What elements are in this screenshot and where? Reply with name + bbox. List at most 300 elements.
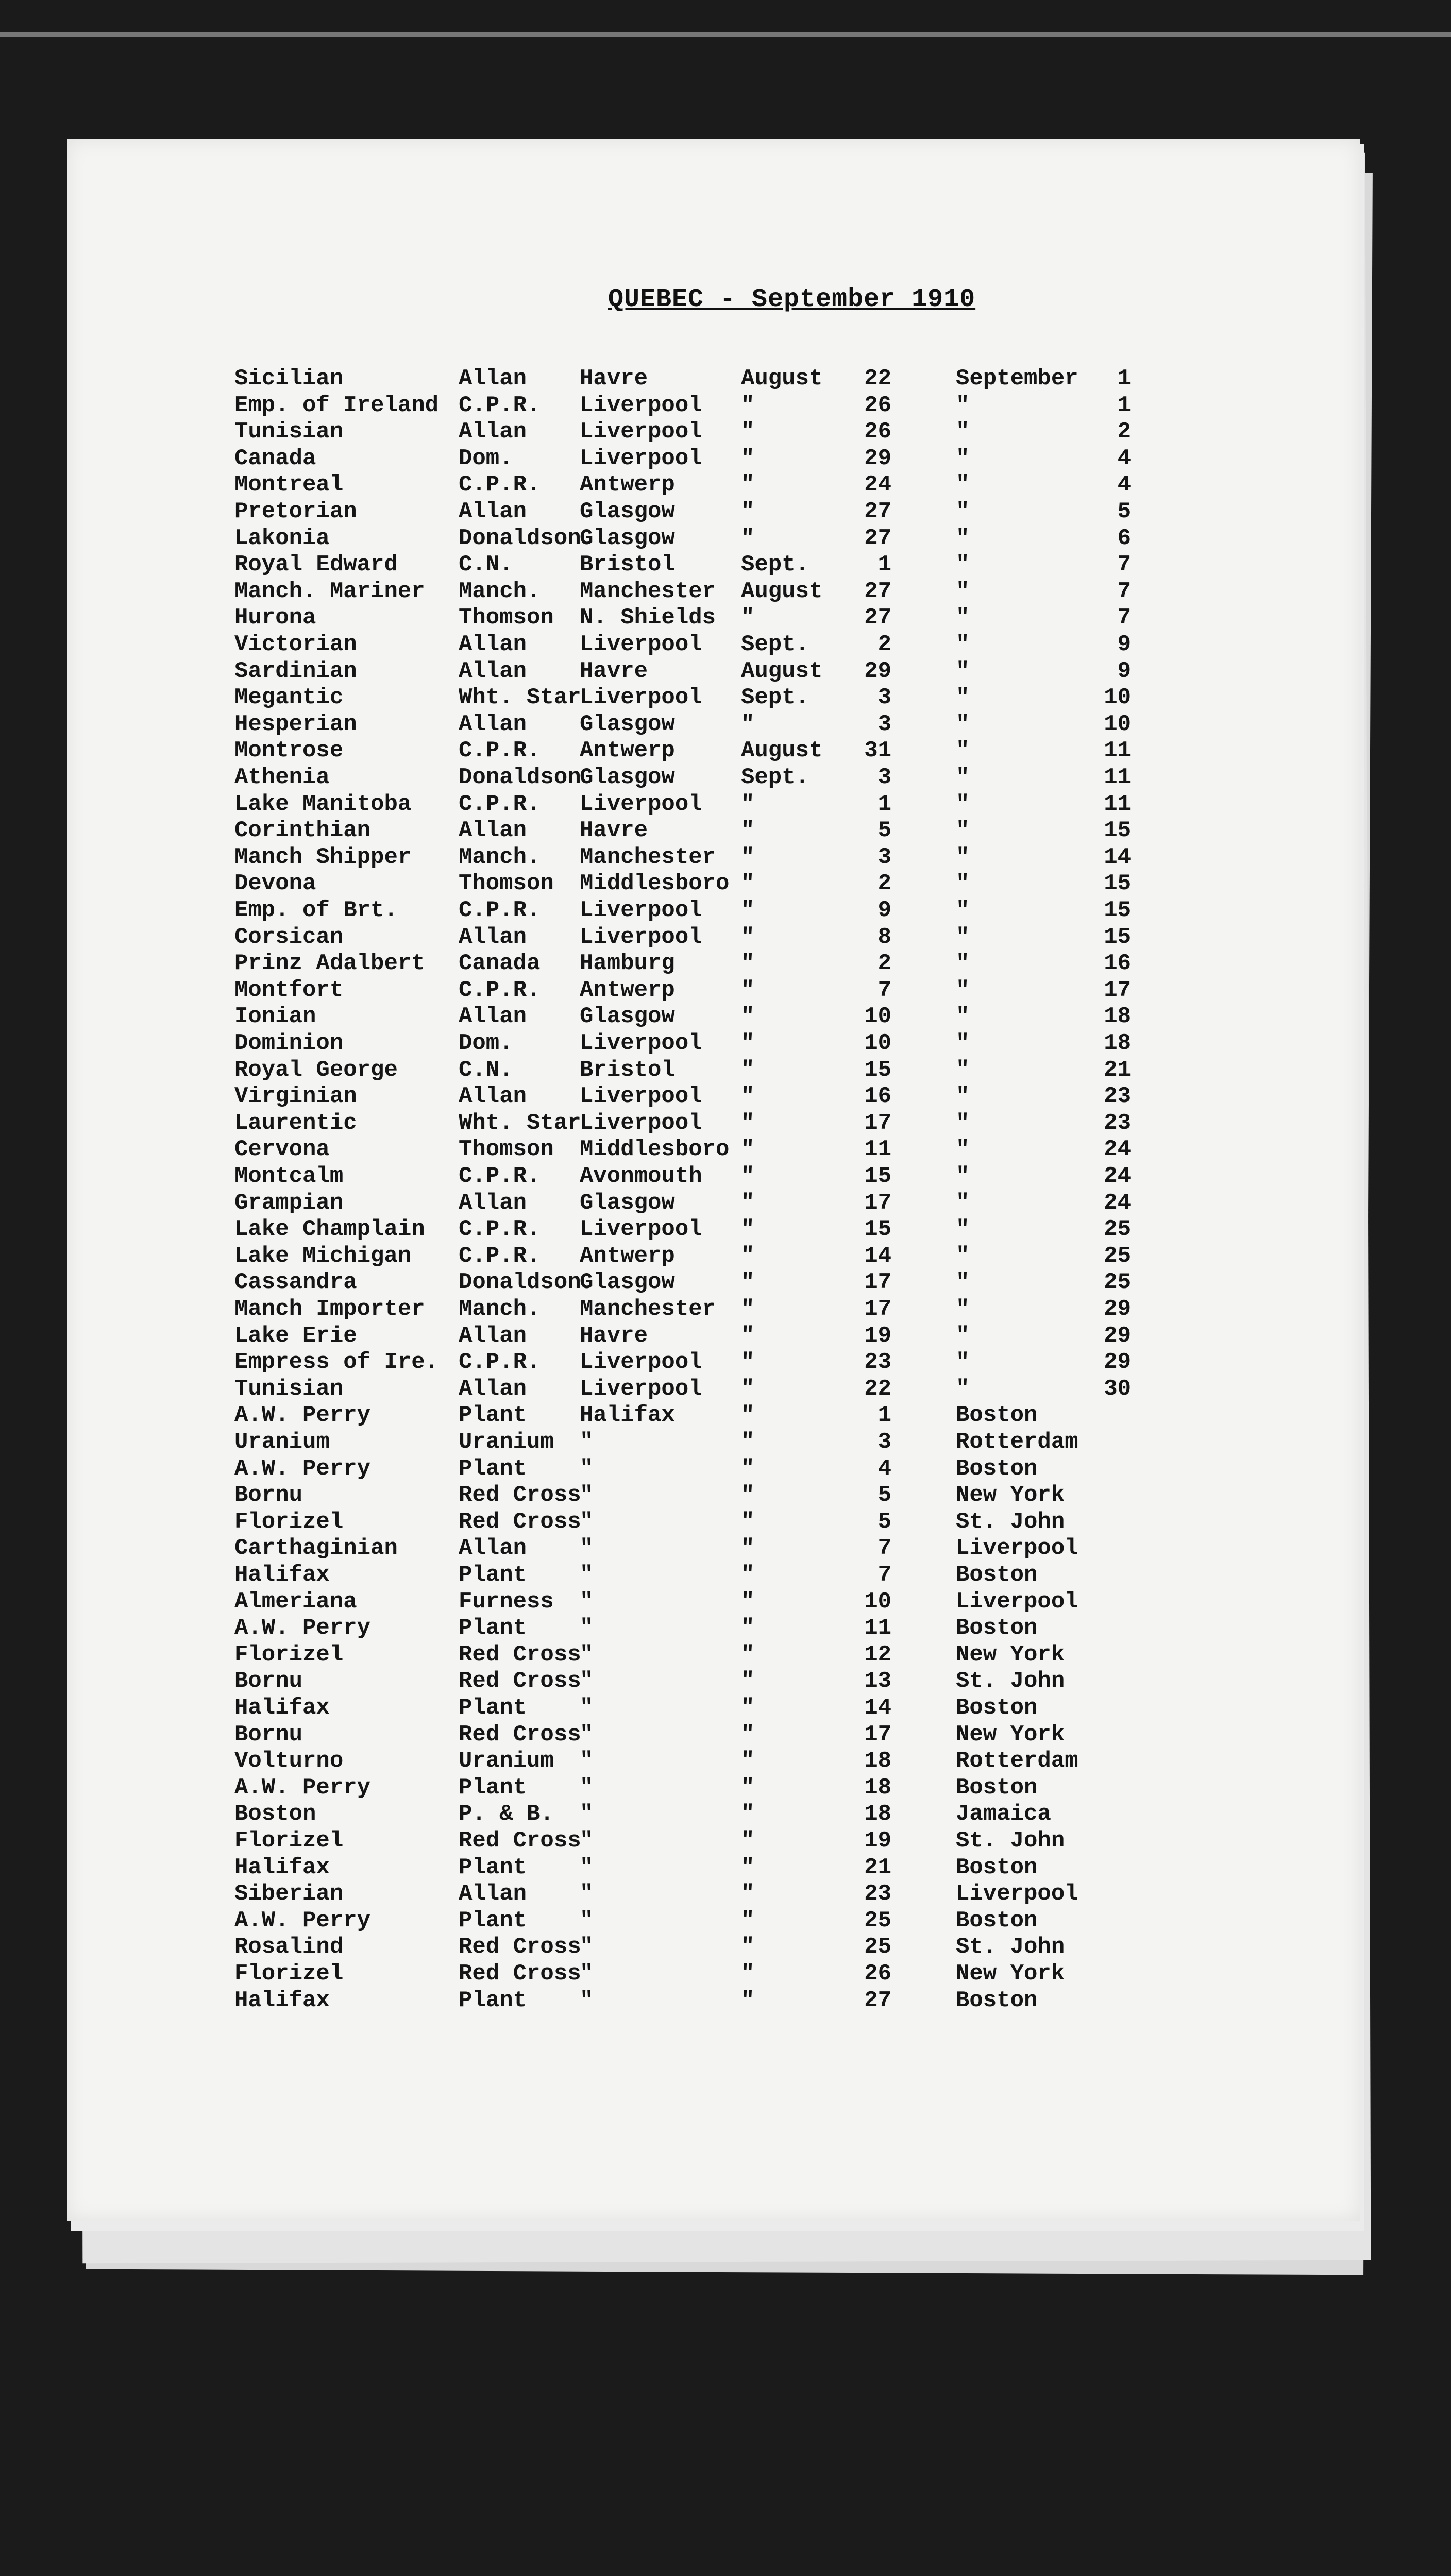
arrival-destination: New York	[956, 1721, 1065, 1748]
departure-day: 3	[878, 765, 891, 790]
arrival-destination: "	[956, 499, 970, 524]
arrival-day: 18	[1104, 1030, 1131, 1056]
departure-port: Havre	[580, 818, 648, 844]
arrival-destination: September	[956, 366, 1078, 392]
departure-port: Halifax	[580, 1402, 675, 1429]
line-name: Dom.	[459, 1030, 513, 1056]
departure-month: August	[741, 738, 823, 764]
departure-month: "	[741, 1668, 755, 1694]
arrival-day: 15	[1104, 871, 1131, 897]
arrival-destination: Boston	[956, 1907, 1038, 1934]
line-name: Plant	[459, 1455, 527, 1482]
departure-month: "	[741, 1296, 755, 1322]
departure-day: 15	[864, 1057, 891, 1083]
departure-port: N. Shields	[580, 605, 716, 631]
ship-name: Corinthian	[234, 818, 371, 844]
line-name: Plant	[459, 1907, 527, 1934]
arrival-day: 24	[1104, 1137, 1131, 1163]
departure-port: Liverpool	[580, 392, 702, 418]
arrival-day: 21	[1104, 1057, 1131, 1083]
departure-month: "	[741, 1190, 755, 1216]
departure-month: "	[741, 791, 755, 817]
departure-day: 10	[864, 1588, 891, 1615]
ship-name: Halifax	[234, 1854, 330, 1880]
ship-name: Royal Edward	[234, 552, 398, 578]
arrival-destination: "	[956, 1323, 970, 1349]
departure-port: Liverpool	[580, 685, 702, 711]
departure-day: 8	[878, 924, 891, 950]
arrival-day: 6	[1117, 525, 1131, 551]
line-name: Red Cross	[459, 1961, 581, 1987]
departure-day: 29	[864, 658, 891, 684]
arrival-day: 23	[1104, 1083, 1131, 1110]
arrival-day: 4	[1117, 472, 1131, 498]
ship-name: Laurentic	[234, 1110, 357, 1136]
ship-name: Almeriana	[234, 1588, 357, 1615]
ship-name: Lake Manitoba	[234, 791, 412, 817]
ship-name: Florizel	[234, 1961, 344, 1987]
departure-day: 2	[878, 632, 891, 657]
arrival-day: 29	[1104, 1323, 1131, 1349]
departure-month: "	[741, 1216, 755, 1243]
line-name: C.P.R.	[459, 1349, 541, 1376]
arrival-day: 1	[1117, 392, 1131, 418]
departure-port: Liverpool	[580, 897, 702, 923]
arrival-day: 7	[1117, 605, 1131, 631]
ship-name: Victorian	[234, 632, 357, 657]
departure-port: Liverpool	[580, 1376, 702, 1402]
departure-port: "	[580, 1881, 594, 1907]
line-name: Plant	[459, 1695, 527, 1721]
departure-month: August	[741, 366, 823, 392]
departure-port: "	[580, 1641, 594, 1668]
arrival-destination: "	[956, 1163, 970, 1189]
ship-name: Montcalm	[234, 1163, 344, 1189]
line-name: Plant	[459, 1854, 527, 1880]
arrival-destination: "	[956, 685, 970, 711]
line-name: Wht. Star	[459, 1110, 581, 1136]
arrival-destination: Liverpool	[956, 1588, 1078, 1615]
line-name: Allan	[459, 818, 527, 844]
departure-day: 17	[864, 1110, 891, 1136]
departure-day: 5	[878, 1482, 891, 1509]
departure-day: 1	[878, 1402, 891, 1429]
line-name: Furness	[459, 1588, 554, 1615]
departure-day: 21	[864, 1854, 891, 1880]
departure-day: 26	[864, 419, 891, 445]
arrival-destination: "	[956, 1190, 970, 1216]
line-name: Allan	[459, 924, 527, 950]
departure-day: 27	[864, 578, 891, 604]
departure-month: "	[741, 951, 755, 977]
arrival-destination: Jamaica	[956, 1801, 1051, 1827]
arrival-day: 11	[1104, 738, 1131, 764]
departure-month: "	[741, 1004, 755, 1030]
arrival-day: 30	[1104, 1376, 1131, 1402]
ship-name: Empress of Ire.	[234, 1349, 439, 1376]
line-name: Allan	[459, 1376, 527, 1402]
arrival-day: 25	[1104, 1243, 1131, 1269]
line-name: C.P.R.	[459, 977, 541, 1003]
ship-name: Florizel	[234, 1641, 344, 1668]
arrival-destination: "	[956, 472, 970, 498]
arrival-day: 14	[1104, 844, 1131, 870]
departure-port: Manchester	[580, 844, 716, 870]
departure-port: "	[580, 1748, 594, 1774]
arrival-day: 7	[1117, 578, 1131, 604]
departure-day: 23	[864, 1349, 891, 1376]
departure-day: 10	[864, 1004, 891, 1030]
departure-month: "	[741, 1987, 755, 2013]
line-name: Allan	[459, 1881, 527, 1907]
line-name: Plant	[459, 1402, 527, 1429]
departure-day: 27	[864, 525, 891, 551]
ship-name: Bornu	[234, 1482, 303, 1509]
departure-port: "	[580, 1562, 594, 1588]
arrival-destination: Boston	[956, 1562, 1038, 1588]
arrival-destination: Rotterdam	[956, 1429, 1078, 1455]
arrival-day: 15	[1104, 924, 1131, 950]
line-name: C.P.R.	[459, 1163, 541, 1189]
line-name: Allan	[459, 419, 527, 445]
ship-name: Emp. of Ireland	[234, 392, 439, 418]
line-name: Red Cross	[459, 1641, 581, 1668]
line-name: Plant	[459, 1987, 527, 2013]
departure-day: 14	[864, 1695, 891, 1721]
ship-name: Royal George	[234, 1057, 398, 1083]
departure-month: "	[741, 1535, 755, 1562]
ship-name: Halifax	[234, 1987, 330, 2013]
ship-name: Montreal	[234, 472, 344, 498]
departure-day: 22	[864, 366, 891, 392]
ship-name: Cervona	[234, 1137, 330, 1163]
arrival-destination: "	[956, 525, 970, 551]
departure-month: "	[741, 871, 755, 897]
departure-month: "	[741, 1801, 755, 1827]
page-title: QUEBEC - September 1910	[608, 285, 976, 314]
departure-month: "	[741, 499, 755, 524]
ship-name: Hesperian	[234, 711, 357, 737]
departure-day: 17	[864, 1269, 891, 1296]
departure-month: "	[741, 1163, 755, 1189]
ship-name: Sicilian	[234, 366, 344, 392]
arrival-destination: "	[956, 711, 970, 737]
line-name: Uranium	[459, 1429, 554, 1455]
departure-day: 7	[878, 977, 891, 1003]
departure-month: "	[741, 1083, 755, 1110]
departure-port: Glasgow	[580, 765, 675, 790]
line-name: Dom.	[459, 445, 513, 471]
departure-month: "	[741, 924, 755, 950]
film-edge-line	[0, 32, 1451, 37]
ship-name: Devona	[234, 871, 316, 897]
departure-day: 14	[864, 1243, 891, 1269]
line-name: C.P.R.	[459, 1216, 541, 1243]
line-name: C.P.R.	[459, 738, 541, 764]
departure-month: "	[741, 1269, 755, 1296]
arrival-destination: "	[956, 1057, 970, 1083]
line-name: C.P.R.	[459, 472, 541, 498]
departure-port: "	[580, 1961, 594, 1987]
departure-port: Manchester	[580, 578, 716, 604]
arrival-destination: Liverpool	[956, 1881, 1078, 1907]
arrival-destination: "	[956, 1216, 970, 1243]
ship-name: A.W. Perry	[234, 1774, 371, 1801]
departure-month: "	[741, 472, 755, 498]
line-name: Thomson	[459, 605, 554, 631]
departure-month: "	[741, 1030, 755, 1056]
departure-month: Sept.	[741, 685, 809, 711]
departure-port: "	[580, 1721, 594, 1748]
arrival-destination: "	[956, 605, 970, 631]
line-name: Thomson	[459, 871, 554, 897]
arrival-destination: "	[956, 1243, 970, 1269]
departure-month: "	[741, 1695, 755, 1721]
arrival-destination: "	[956, 1110, 970, 1136]
arrival-destination: "	[956, 897, 970, 923]
arrival-day: 1	[1117, 366, 1131, 392]
departure-month: "	[741, 1828, 755, 1854]
departure-port: "	[580, 1774, 594, 1801]
departure-month: "	[741, 1641, 755, 1668]
arrival-destination: "	[956, 632, 970, 657]
departure-day: 10	[864, 1030, 891, 1056]
departure-port: "	[580, 1482, 594, 1509]
departure-month: "	[741, 1881, 755, 1907]
line-name: Allan	[459, 1190, 527, 1216]
departure-port: "	[580, 1429, 594, 1455]
departure-port: Antwerp	[580, 1243, 675, 1269]
arrival-destination: "	[956, 977, 970, 1003]
arrival-destination: "	[956, 951, 970, 977]
departure-day: 27	[864, 1987, 891, 2013]
departure-day: 25	[864, 1907, 891, 1934]
departure-port: "	[580, 1588, 594, 1615]
departure-port: Liverpool	[580, 445, 702, 471]
arrival-destination: "	[956, 844, 970, 870]
departure-day: 29	[864, 445, 891, 471]
arrival-destination: Boston	[956, 1455, 1038, 1482]
ship-name: Canada	[234, 445, 316, 471]
departure-port: Glasgow	[580, 1190, 675, 1216]
arrival-day: 9	[1117, 632, 1131, 657]
departure-month: "	[741, 1482, 755, 1509]
ship-name: Bornu	[234, 1668, 303, 1694]
line-name: C.P.R.	[459, 791, 541, 817]
departure-port: "	[580, 1987, 594, 2013]
line-name: Donaldson	[459, 765, 581, 790]
departure-port: Antwerp	[580, 738, 675, 764]
departure-month: "	[741, 1854, 755, 1880]
departure-day: 17	[864, 1190, 891, 1216]
departure-port: Antwerp	[580, 472, 675, 498]
ship-name: Manch Shipper	[234, 844, 412, 870]
line-name: Manch.	[459, 578, 541, 604]
ship-name: Boston	[234, 1801, 316, 1827]
line-name: C.P.R.	[459, 392, 541, 418]
departure-day: 3	[878, 844, 891, 870]
departure-day: 9	[878, 897, 891, 923]
departure-day: 25	[864, 1934, 891, 1960]
ship-name: Bornu	[234, 1721, 303, 1748]
departure-day: 31	[864, 738, 891, 764]
line-name: Allan	[459, 1323, 527, 1349]
ship-name: Hurona	[234, 605, 316, 631]
arrival-destination: "	[956, 765, 970, 790]
departure-month: "	[741, 1429, 755, 1455]
departure-port: Middlesboro	[580, 871, 730, 897]
ship-name: Lake Champlain	[234, 1216, 425, 1243]
departure-month: "	[741, 1243, 755, 1269]
departure-port: Glasgow	[580, 711, 675, 737]
departure-port: "	[580, 1695, 594, 1721]
arrival-day: 9	[1117, 658, 1131, 684]
departure-port: Hamburg	[580, 951, 675, 977]
departure-day: 16	[864, 1083, 891, 1110]
departure-month: "	[741, 392, 755, 418]
departure-month: Sept.	[741, 765, 809, 790]
departure-day: 19	[864, 1323, 891, 1349]
line-name: Red Cross	[459, 1482, 581, 1509]
departure-day: 23	[864, 1881, 891, 1907]
line-name: Red Cross	[459, 1668, 581, 1694]
line-name: Allan	[459, 1004, 527, 1030]
line-name: Manch.	[459, 844, 541, 870]
departure-day: 15	[864, 1163, 891, 1189]
arrival-day: 23	[1104, 1110, 1131, 1136]
ship-name: Athenia	[234, 765, 330, 790]
arrival-destination: St. John	[956, 1668, 1065, 1694]
departure-month: "	[741, 1110, 755, 1136]
arrival-destination: "	[956, 1004, 970, 1030]
arrival-day: 4	[1117, 445, 1131, 471]
ship-name: Florizel	[234, 1828, 344, 1854]
departure-day: 3	[878, 685, 891, 711]
line-name: Allan	[459, 499, 527, 524]
arrival-destination: St. John	[956, 1509, 1065, 1535]
ship-name: Uranium	[234, 1429, 330, 1455]
departure-port: Avonmouth	[580, 1163, 702, 1189]
arrival-destination: "	[956, 1083, 970, 1110]
arrival-destination: "	[956, 738, 970, 764]
line-name: Allan	[459, 366, 527, 392]
line-name: Thomson	[459, 1137, 554, 1163]
arrival-destination: Boston	[956, 1695, 1038, 1721]
arrival-destination: Liverpool	[956, 1535, 1078, 1562]
departure-day: 3	[878, 1429, 891, 1455]
line-name: C.N.	[459, 552, 513, 578]
ship-name: Dominion	[234, 1030, 344, 1056]
line-name: Allan	[459, 658, 527, 684]
departure-port: "	[580, 1828, 594, 1854]
ship-name: Virginian	[234, 1083, 357, 1110]
departure-port: Havre	[580, 1323, 648, 1349]
departure-month: "	[741, 1402, 755, 1429]
departure-day: 2	[878, 951, 891, 977]
line-name: C.N.	[459, 1057, 513, 1083]
arrival-day: 15	[1104, 897, 1131, 923]
departure-port: Bristol	[580, 552, 675, 578]
arrival-day: 18	[1104, 1004, 1131, 1030]
arrival-destination: "	[956, 1376, 970, 1402]
departure-month: "	[741, 1562, 755, 1588]
departure-day: 12	[864, 1641, 891, 1668]
line-name: C.P.R.	[459, 1243, 541, 1269]
arrival-day: 11	[1104, 765, 1131, 790]
ship-name: A.W. Perry	[234, 1615, 371, 1641]
departure-port: Glasgow	[580, 525, 675, 551]
departure-day: 18	[864, 1748, 891, 1774]
departure-port: "	[580, 1509, 594, 1535]
departure-day: 19	[864, 1828, 891, 1854]
arrival-destination: St. John	[956, 1934, 1065, 1960]
departure-month: "	[741, 1057, 755, 1083]
line-name: Uranium	[459, 1748, 554, 1774]
departure-month: "	[741, 1349, 755, 1376]
arrival-day: 2	[1117, 419, 1131, 445]
ship-name: Corsican	[234, 924, 344, 950]
arrival-destination: "	[956, 658, 970, 684]
departure-port: Liverpool	[580, 419, 702, 445]
departure-month: "	[741, 1588, 755, 1615]
departure-day: 13	[864, 1668, 891, 1694]
arrival-destination: "	[956, 578, 970, 604]
ship-name: Rosalind	[234, 1934, 344, 1960]
departure-port: Liverpool	[580, 791, 702, 817]
ship-name: Florizel	[234, 1509, 344, 1535]
arrival-destination: "	[956, 392, 970, 418]
arrival-destination: "	[956, 871, 970, 897]
line-name: Red Cross	[459, 1509, 581, 1535]
line-name: C.P.R.	[459, 897, 541, 923]
departure-month: "	[741, 1961, 755, 1987]
arrival-destination: "	[956, 445, 970, 471]
arrival-day: 25	[1104, 1269, 1131, 1296]
ship-name: Halifax	[234, 1562, 330, 1588]
arrival-day: 5	[1117, 499, 1131, 524]
departure-month: "	[741, 1455, 755, 1482]
line-name: Allan	[459, 711, 527, 737]
departure-day: 1	[878, 791, 891, 817]
departure-port: Middlesboro	[580, 1137, 730, 1163]
departure-port: Glasgow	[580, 1269, 675, 1296]
arrival-destination: "	[956, 791, 970, 817]
arrival-destination: "	[956, 1349, 970, 1376]
departure-month: "	[741, 605, 755, 631]
ship-name: A.W. Perry	[234, 1402, 371, 1429]
departure-month: "	[741, 977, 755, 1003]
departure-day: 2	[878, 871, 891, 897]
ship-name: Tunisian	[234, 419, 344, 445]
ship-name: Sardinian	[234, 658, 357, 684]
ship-name: Ionian	[234, 1004, 316, 1030]
departure-port: "	[580, 1615, 594, 1641]
departure-month: "	[741, 525, 755, 551]
departure-month: "	[741, 844, 755, 870]
departure-port: Liverpool	[580, 924, 702, 950]
ship-name: Emp. of Brt.	[234, 897, 398, 923]
ship-name: Grampian	[234, 1190, 344, 1216]
arrival-destination: Boston	[956, 1987, 1038, 2013]
arrival-destination: "	[956, 1296, 970, 1322]
arrival-day: 24	[1104, 1163, 1131, 1189]
departure-day: 27	[864, 605, 891, 631]
departure-port: Liverpool	[580, 1110, 702, 1136]
departure-day: 4	[878, 1455, 891, 1482]
departure-port: Manchester	[580, 1296, 716, 1322]
arrival-destination: Boston	[956, 1402, 1038, 1429]
departure-day: 11	[864, 1137, 891, 1163]
